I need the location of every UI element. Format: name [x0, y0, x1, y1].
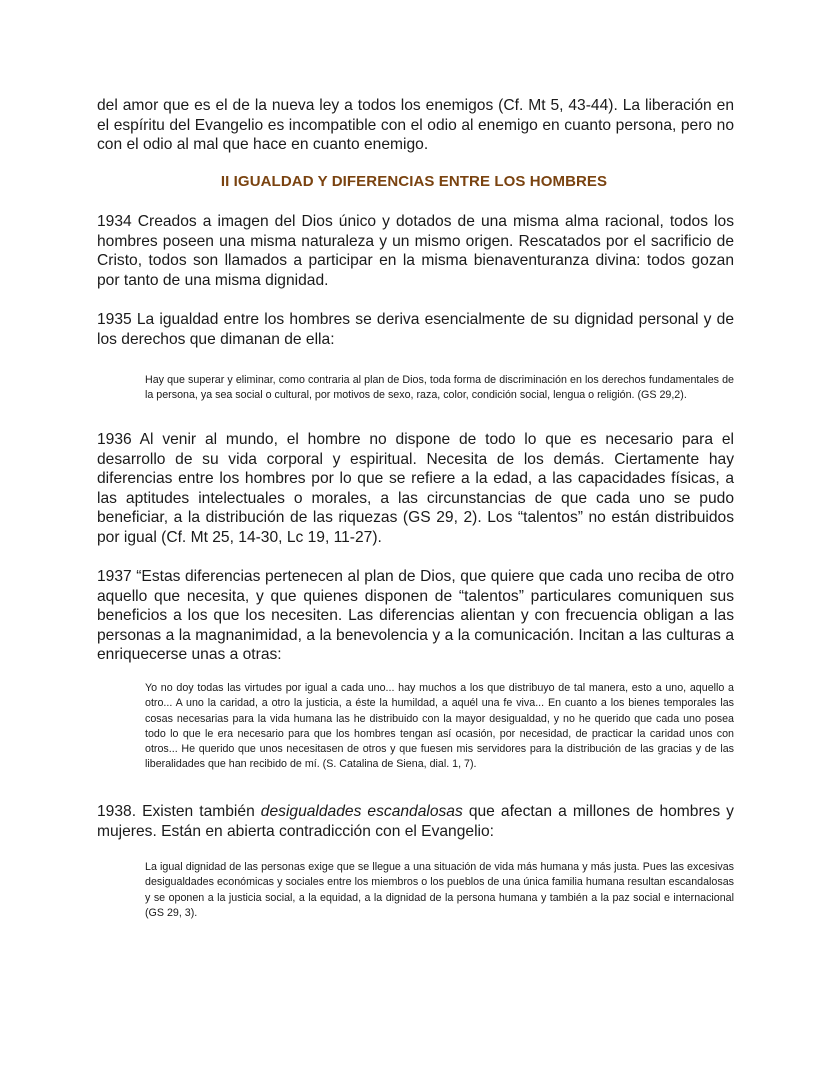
paragraph-1938	[97, 802, 734, 841]
paragraph-1938-end: que afectan a millones de hombres y mujeres. Están en abierta contradicción con el Evangelio:	[97, 803, 734, 840]
paragraph-1936: 1936 Al venir al mundo, el hombre no dispone de todo lo que es necesario para el desarrollo de su vida corporal y espiritual. Necesita de los demás. Ciertamente hay diferencias entre los hombres por lo que se refiere a la edad, a las capacidades físicas, a las aptitudes intelectuales o morales, a las circunstancias de que cada uno se pudo beneficiar, a la distribución de las riquezas (GS 29, 2). Los “talentos” no están distribuidos por igual (Cf. Mt 25, 14-30, Lc 19, 11-27).	[97, 431, 734, 546]
quote-1937: Yo no doy todas las virtudes por igual a cada uno... hay muchos a los que distribuyo de tal manera, esto a uno, aquello a otro... A uno la caridad, a otro la justicia, a éste la humildad, a aquél una fe viva... En cuanto a los bienes temporales las cosas necesarias para la vida humana las he distribuido con la mayor desigualdad, y no he querido que cada uno posea todo lo que le era necesario para que los hombres tengan así ocasión, por necesidad, de practicar la caridad unos con otros... He querido que unos necesitasen de otros y que fuesen mis servidores para la distribución de las gracias y de las liberalidades que han recibido de mí. (S. Catalina de Siena, dial. 1, 7).	[145, 682, 734, 771]
paragraph-1935: 1935 La igualdad entre los hombres se deriva esencialmente de su dignidad personal y de los derechos que dimanan de ella:	[97, 311, 734, 348]
intro-paragraph: del amor que es el de la nueva ley a todos los enemigos (Cf. Mt 5, 43-44). La liberación en el espíritu del Evangelio es incompatible con el odio al enemigo en cuanto persona, pero no con el odio al mal que hace en cuanto enemigo.	[97, 97, 734, 154]
paragraph-1938-emphasis: desigualdades escandalosas	[260, 803, 463, 820]
paragraph-1934: 1934 Creados a imagen del Dios único y dotados de una misma alma racional, todos los hombres poseen una misma naturaleza y un mismo origen. Rescatados por el sacrificio de Cristo, todos son llamados a participar en la misma bienaventuranza divina: todos gozan por tanto de una misma dignidad.	[97, 213, 734, 289]
paragraph-1938-start: 1938. Existen también	[97, 803, 261, 820]
quote-1935: Hay que superar y eliminar, como contraria al plan de Dios, toda forma de discriminación en los derechos fundamentales de la persona, ya sea social o cultural, por motivos de sexo, raza, color, condición social, lengua o religión. (GS 29,2).	[145, 374, 734, 402]
quote-1938: La igual dignidad de las personas exige que se llegue a una situación de vida más humana y más justa. Pues las excesivas desigualdades económicas y sociales entre los miembros o los pueblos de una única familia humana resultan escandalosas y se oponen a la justicia social, a la equidad, a la dignidad de la persona humana y también a la paz social e internacional (GS 29, 3).	[145, 861, 734, 919]
section-heading: II IGUALDAD Y DIFERENCIAS ENTRE LOS HOMBRES	[220, 173, 608, 190]
paragraph-1937: 1937 “Estas diferencias pertenecen al plan de Dios, que quiere que cada uno reciba de otro aquello que necesita, y que quienes disponen de “talentos” particulares comuniquen sus beneficios a los que los necesiten. Las diferencias alientan y con frecuencia obligan a las personas a la magnanimidad, a la benevolencia y a la comunicación. Incitan a las culturas a enriquecerse unas a otras:	[97, 568, 734, 664]
